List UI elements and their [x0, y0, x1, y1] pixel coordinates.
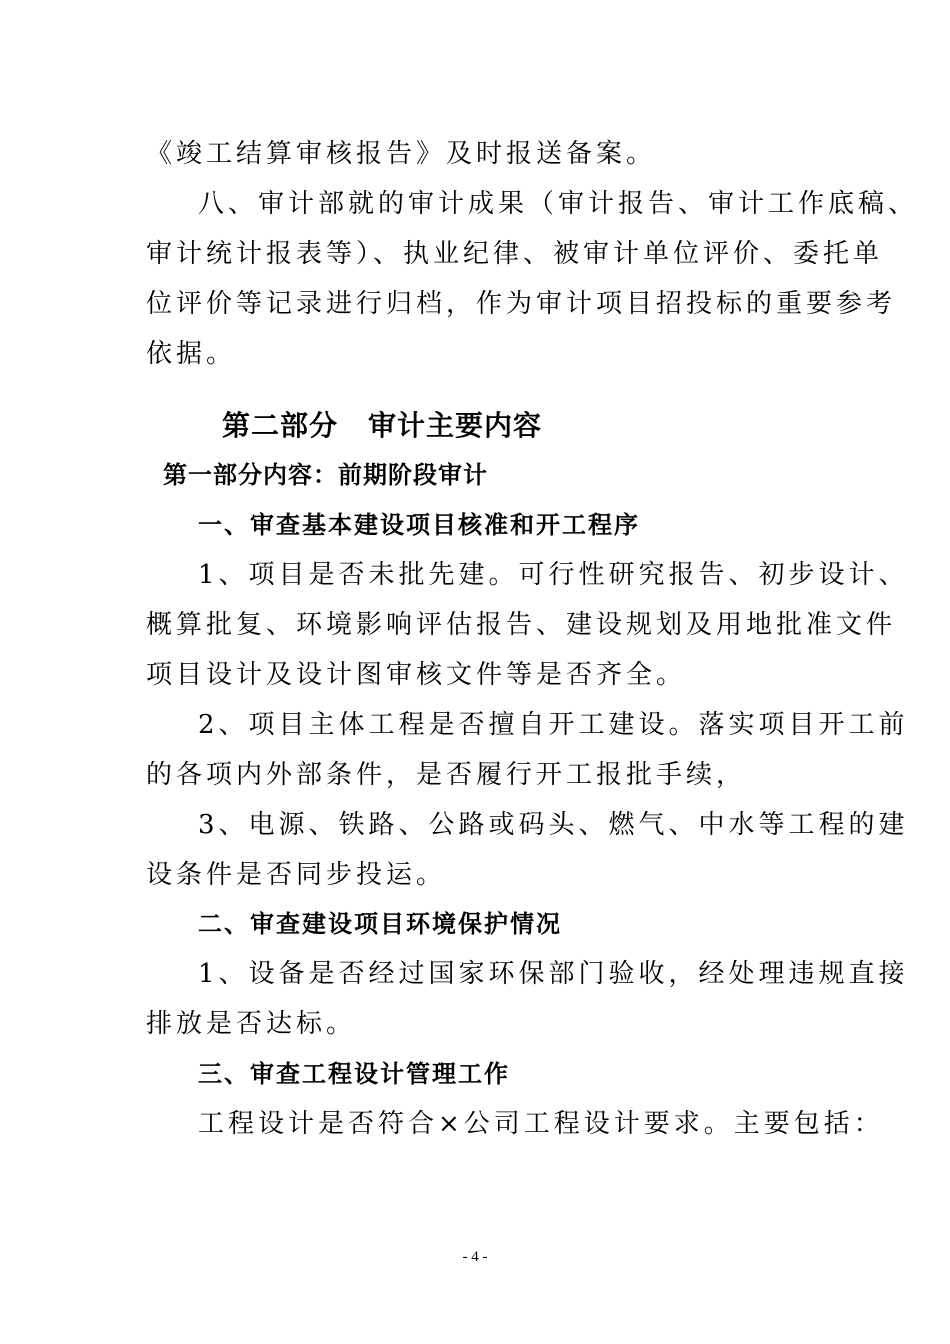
section-subtitle: 第一部分内容：前期阶段审计 [163, 461, 488, 489]
paragraph-line: 概算批复、环境影响评估报告、建设规划及用地批准文件 [146, 610, 897, 640]
paragraph-line: 八、审计部就的审计成果（审计报告、审计工作底稿、 [198, 189, 919, 219]
item-heading: 一、审查基本建设项目核准和开工程序 [198, 511, 640, 539]
paragraph-line: 审计统计报表等）、执业纪律、被审计单位评价、委托单 [146, 239, 884, 269]
paragraph-line: 的各项内外部条件，是否履行开工报批手续， [146, 760, 747, 790]
paragraph-line: 工程设计是否符合×公司工程设计要求。主要包括： [198, 1109, 884, 1139]
section-part-label: 第二部分 [222, 409, 339, 442]
paragraph-line: 2、项目主体工程是否擅自开工建设。落实项目开工前 [198, 710, 909, 740]
paragraph-line: 依据。 [146, 339, 237, 369]
paragraph-line: 1、项目是否未批先建。可行性研究报告、初步设计、 [198, 560, 909, 590]
item-heading: 三、审查工程设计管理工作 [198, 1060, 510, 1088]
section-title [222, 408, 542, 444]
paragraph-line: 设条件是否同步投运。 [146, 860, 447, 890]
paragraph-line: 项目设计及设计图审核文件等是否齐全。 [146, 660, 687, 690]
item-heading: 二、审查建设项目环境保护情况 [198, 910, 562, 938]
section-title-text: 审计主要内容 [368, 409, 543, 442]
paragraph-line: 位评价等记录进行归档，作为审计项目招投标的重要参考 [146, 289, 897, 319]
paragraph-line: 排放是否达标。 [146, 1009, 357, 1039]
page-number: - 4 - [462, 1249, 488, 1265]
paragraph-line: 3、电源、铁路、公路或码头、燃气、中水等工程的建 [198, 810, 909, 840]
paragraph-line: 《竣工结算审核报告》及时报送备案。 [146, 139, 657, 169]
paragraph-line: 1、设备是否经过国家环保部门验收，经处理违规直接 [198, 959, 909, 989]
